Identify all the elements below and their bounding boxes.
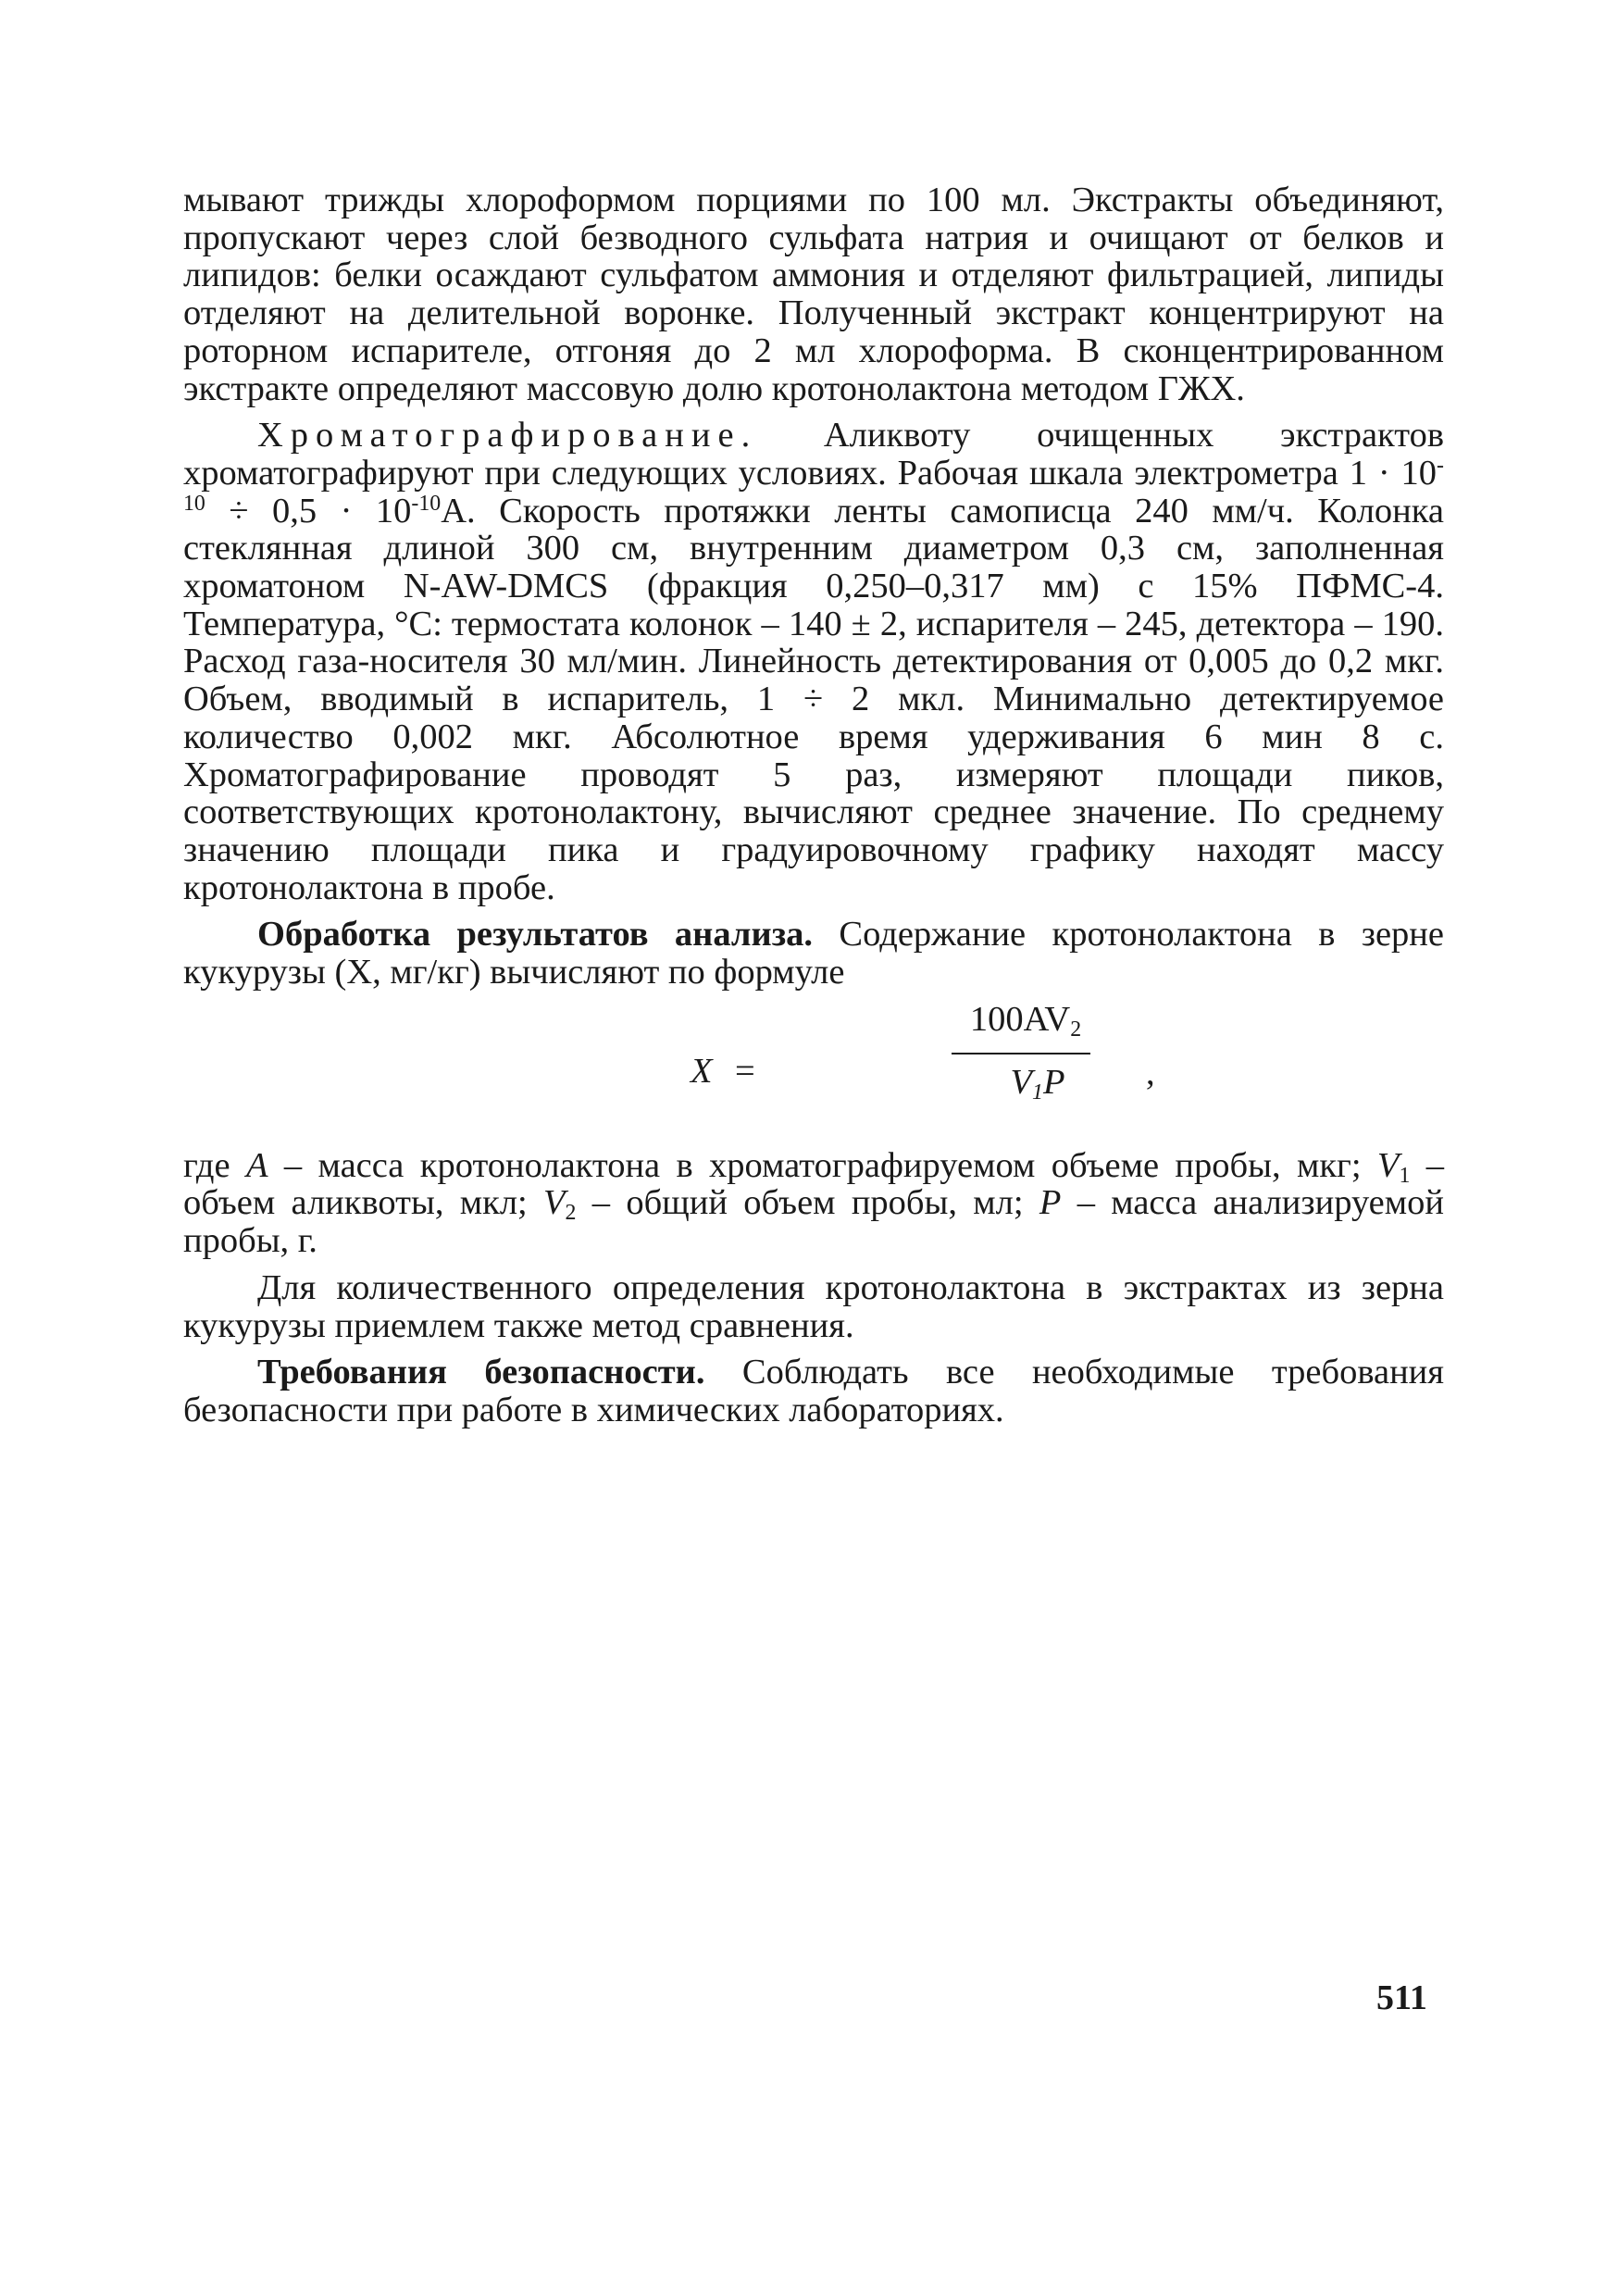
var-v2: V [543, 1183, 566, 1223]
paragraph-processing [183, 916, 1444, 991]
chromatography-text-3: А. Скорость протяжки ленты самописца 240 мм/ч. Колонка стеклянная длиной 300 см, внутренним диаметром 0,3 см, заполненная хроматоном N-AW-DMCS (фракция 0,250–0,317 мм) с 15% ПФМС-4. Температура, °С: термостата колонок – 140 ± 2, испарителя – 245, детектора – 190. Расход газа-носителя 30 мл/мин. Линейность детектирования от 0,005 до 0,2 мкг. Объем, вводимый в испаритель, 1 ÷ 2 мкл. Минимально детектируемое количество 0,002 мкг. Абсолютное время удерживания 6 мин 8 с. Хроматографирование проводят 5 раз, измеряют площади пиков, соответствующих кротонолактону, вычисляют среднее значение. По среднему значению площади пика и градуировочному графику находят массу кротонолактона в пробе. [183, 491, 1445, 907]
var-v1: V [1376, 1145, 1400, 1185]
formula-comma: , [1146, 1053, 1155, 1092]
chromatography-text-2: ÷ 0,5 · 10 [205, 491, 412, 530]
heading-safety: Требования безопасности. [257, 1353, 705, 1392]
page-number: 511 [1376, 1978, 1427, 2017]
safety-text: Соблюдать все необходимые требования безопасности при работе в химических лабораториях. [183, 1353, 1444, 1429]
fraction-bar [952, 1053, 1090, 1054]
var-a: A [245, 1145, 268, 1185]
formula-equals: = [735, 1051, 755, 1091]
paragraph-safety [183, 1354, 1444, 1429]
formula-lhs: X [691, 1051, 713, 1091]
formula [183, 992, 1444, 1147]
body-text [183, 181, 1444, 1429]
paragraph-extraction: мывают трижды хлороформом порциями по 100 мл. Экстракты объединяют, пропускают через слой безводного сульфата натрия и очищают от белков и липидов: белки осаждают сульфатом аммония и отделяют фильтрацией, липиды отделяют на делительной воронке. Полученный экстракт концентрируют на роторном испарителе, отгоняя до 2 мл хлороформа. В сконцентрированном экстракте определяют массовую долю кротонолактона методом ГЖХ. [183, 181, 1444, 408]
formula-denominator: $V_1P$ [1010, 1062, 1065, 1104]
exponent-1: -10 [183, 453, 1444, 516]
processing-text: Содержание кротонолактона в зерне кукурузы (X, мг/кг) вычисляют по формуле [183, 915, 1444, 992]
paragraph-legend: где A – масса кротонолактона в хроматографируемом объеме пробы, мкг; $V_1$ – объем аликвоты, мкл; $V_2$ – общий объем пробы, мл; P – масса анализируемой пробы, г. [183, 1145, 1444, 1261]
heading-chromatography: Хроматографирование. [257, 416, 758, 455]
paragraph-comparison: Для количественного определения кротонолактона в экстрактах из зерна кукурузы приемлем также метод сравнения. [183, 1267, 1444, 1345]
paragraph-chromatography [183, 417, 1444, 906]
var-p: P [1039, 1183, 1062, 1223]
formula-fraction [776, 1001, 1090, 1102]
chromatography-text-1: Аликвоту очищенных экстрактов хроматографируют при следующих условиях. Рабочая шкала электрометра 1 · 10 [183, 416, 1444, 493]
exponent-2: -10 [411, 491, 442, 516]
formula-numerator: $100AV_2$ [969, 999, 1082, 1042]
heading-processing: Обработка результатов анализа. [257, 915, 814, 955]
